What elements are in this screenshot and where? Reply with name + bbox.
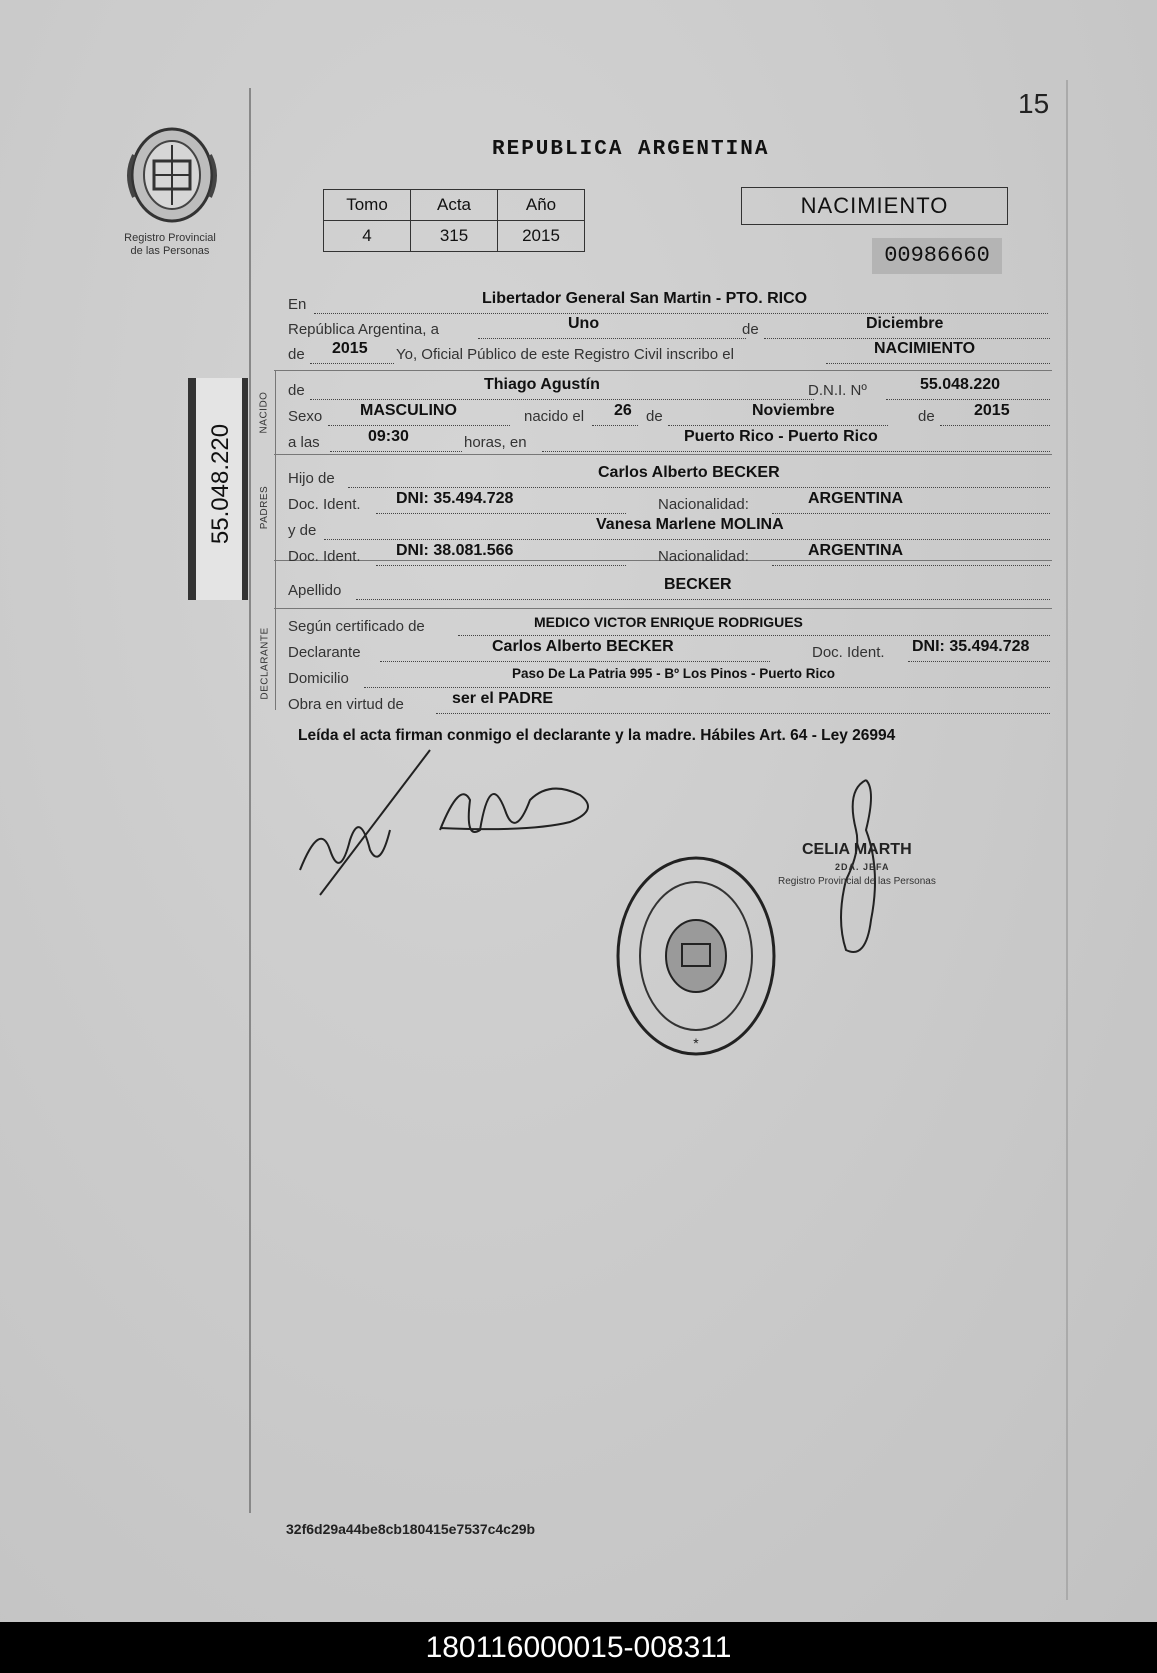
header-acta: Acta: [411, 190, 498, 221]
year-value: 2015: [332, 340, 368, 357]
nac1-value: ARGENTINA: [808, 490, 904, 507]
rep-dots-2: [764, 338, 1050, 339]
book-table: [323, 189, 585, 252]
dom-value: Paso De La Patria 995 - Bº Los Pinos - Puerto Rico: [512, 666, 836, 681]
nac2-value: ARGENTINA: [808, 542, 904, 559]
dni-label: D.N.I. Nº: [808, 382, 867, 399]
nac1-label: Nacionalidad:: [658, 496, 749, 513]
doc2-value: DNI: 38.081.566: [396, 542, 514, 559]
official-office: Registro Provincial de las Personas: [778, 876, 936, 887]
birth-day-dots: [592, 425, 638, 426]
record-type-box: NACIMIENTO: [741, 187, 1008, 225]
name-label: de: [288, 382, 305, 399]
provincial-seal-icon: [118, 125, 226, 225]
obra-value: ser el PADRE: [452, 690, 554, 707]
footer-code: 180116000015-008311: [0, 1622, 1157, 1673]
svg-text:*: *: [693, 1035, 699, 1051]
decl-dots: [380, 661, 770, 662]
doc2-label: Doc. Ident.: [288, 548, 361, 565]
side-label-nacido: NACIDO: [258, 391, 270, 434]
sexo-dots: [328, 425, 510, 426]
dni-dots: [886, 399, 1050, 400]
official-title: 2DA. JEFA: [835, 862, 890, 872]
doc1-label: Doc. Ident.: [288, 496, 361, 513]
value-tomo: 4: [324, 221, 411, 252]
birth-month-dots: [668, 425, 888, 426]
yde-dots: [324, 539, 1050, 540]
dni-value: 55.048.220: [920, 376, 1001, 393]
birth-de: de: [646, 408, 663, 425]
sexo-label: Sexo: [288, 408, 323, 425]
yde-label: y de: [288, 522, 317, 539]
horas-label: horas, en: [464, 434, 527, 451]
value-acta: 315: [411, 221, 498, 252]
hora-value: 09:30: [368, 428, 409, 445]
header-tomo: Tomo: [324, 190, 411, 221]
birth-de2: de: [918, 408, 935, 425]
separator-nacido: [274, 370, 1052, 371]
birth-year: 2015: [974, 402, 1010, 419]
birth-day: 26: [614, 402, 632, 419]
signature-declarante-icon: [290, 740, 620, 910]
obra-label: Obra en virtud de: [288, 696, 404, 713]
decl-value: Carlos Alberto BECKER: [492, 638, 674, 655]
row-doc1: [288, 492, 1050, 514]
en-label: En: [288, 296, 307, 313]
place-value: Puerto Rico - Puerto Rico: [684, 428, 878, 445]
row-apellido: [288, 578, 1050, 600]
official-name: CELIA MARTH: [802, 841, 912, 858]
page-number: 15: [1018, 88, 1050, 119]
decl-doc-dots: [908, 661, 1050, 662]
row-hora: [288, 430, 1050, 452]
year-label-post: Yo, Oficial Público de este Registro Civil inscribo el: [396, 346, 734, 363]
row-declarante: [288, 640, 1050, 662]
nacido-label: nacido el: [524, 408, 585, 425]
separator-padres: [274, 454, 1052, 455]
year-dots: [310, 363, 394, 364]
father-value: Carlos Alberto BECKER: [598, 464, 780, 481]
place-dots: [542, 451, 1050, 452]
hora-dots: [330, 451, 462, 452]
dni-tag-text: 55.048.220: [207, 423, 234, 545]
row-hijo: [288, 466, 1050, 488]
cert-dots: [458, 635, 1050, 636]
nac2-dots: [772, 565, 1050, 566]
nac1-dots: [772, 513, 1050, 514]
cert-label: Según certificado de: [288, 618, 425, 635]
cert-value: MEDICO VICTOR ENRIQUE RODRIGUES: [534, 614, 803, 630]
hora-label: a las: [288, 434, 320, 451]
header-anio: Año: [498, 190, 585, 221]
logo-caption-line2: de las Personas: [130, 245, 210, 257]
serial-number: 00986660: [872, 238, 1002, 274]
hijo-label: Hijo de: [288, 470, 335, 487]
separator-declarante: [274, 608, 1052, 609]
logo-caption-line1: Registro Provincial: [124, 232, 216, 244]
sexo-value: MASCULINO: [360, 402, 457, 419]
doc2-dots: [376, 565, 626, 566]
doc1-dots: [376, 513, 626, 514]
document-hash: 32f6d29a44be8cb180415e7537c4c29b: [286, 1521, 536, 1537]
inscribe-dots: [826, 363, 1050, 364]
country-title: REPUBLICA ARGENTINA: [492, 138, 770, 161]
rep-de: de: [742, 321, 759, 338]
apellido-label: Apellido: [288, 582, 342, 599]
hijo-dots: [348, 487, 1050, 488]
rep-dots-1: [478, 338, 746, 339]
row-name: [288, 378, 1050, 400]
decl-doc-value: DNI: 35.494.728: [912, 638, 1030, 655]
row-cert: [288, 614, 1050, 636]
rep-month: Diciembre: [866, 315, 944, 332]
en-dots: [314, 313, 1048, 314]
apellido-dots: [356, 599, 1050, 600]
reading-statement: Leída el acta firman conmigo el declarante y la madre. Hábiles Art. 64 - Ley 26994: [298, 727, 896, 744]
registry-stamp-icon: [612, 852, 780, 1060]
left-margin-line: [249, 88, 251, 1513]
row-yde: [288, 518, 1050, 540]
row-obra: [288, 692, 1050, 714]
dom-label: Domicilio: [288, 670, 349, 687]
doc1-value: DNI: 35.494.728: [396, 490, 514, 507]
nac2-label: Nacionalidad:: [658, 548, 749, 565]
row-doc2: [288, 544, 1050, 566]
logo-caption: [100, 232, 240, 258]
mother-value: Vanesa Marlene MOLINA: [596, 516, 784, 533]
decl-doc-label: Doc. Ident.: [812, 644, 885, 661]
rep-label: República Argentina, a: [288, 321, 439, 338]
row-domicilio: [288, 666, 1050, 688]
en-value: Libertador General San Martin - PTO. RICO: [482, 290, 808, 307]
birth-year-dots: [940, 425, 1050, 426]
apellido-value: BECKER: [664, 576, 732, 593]
right-margin-line: [1066, 80, 1068, 1600]
rep-day: Uno: [568, 315, 600, 332]
row-republica: [288, 317, 1050, 339]
decl-label: Declarante: [288, 644, 361, 661]
dni-tag: [188, 378, 248, 600]
obra-dots: [436, 713, 1050, 714]
value-anio: 2015: [498, 221, 585, 252]
year-label-pre: de: [288, 346, 305, 363]
name-dots: [310, 399, 814, 400]
side-label-declarante: DECLARANTE: [259, 627, 271, 700]
row-year: [288, 342, 1050, 364]
side-label-padres: PADRES: [259, 485, 271, 530]
dom-dots: [364, 687, 1050, 688]
row-en: [288, 292, 1050, 314]
name-value: Thiago Agustín: [484, 376, 600, 393]
inscribe-value: NACIMIENTO: [874, 340, 976, 357]
birth-month: Noviembre: [752, 402, 835, 419]
row-sexo: [288, 404, 1050, 426]
form-left-line: [275, 370, 276, 710]
